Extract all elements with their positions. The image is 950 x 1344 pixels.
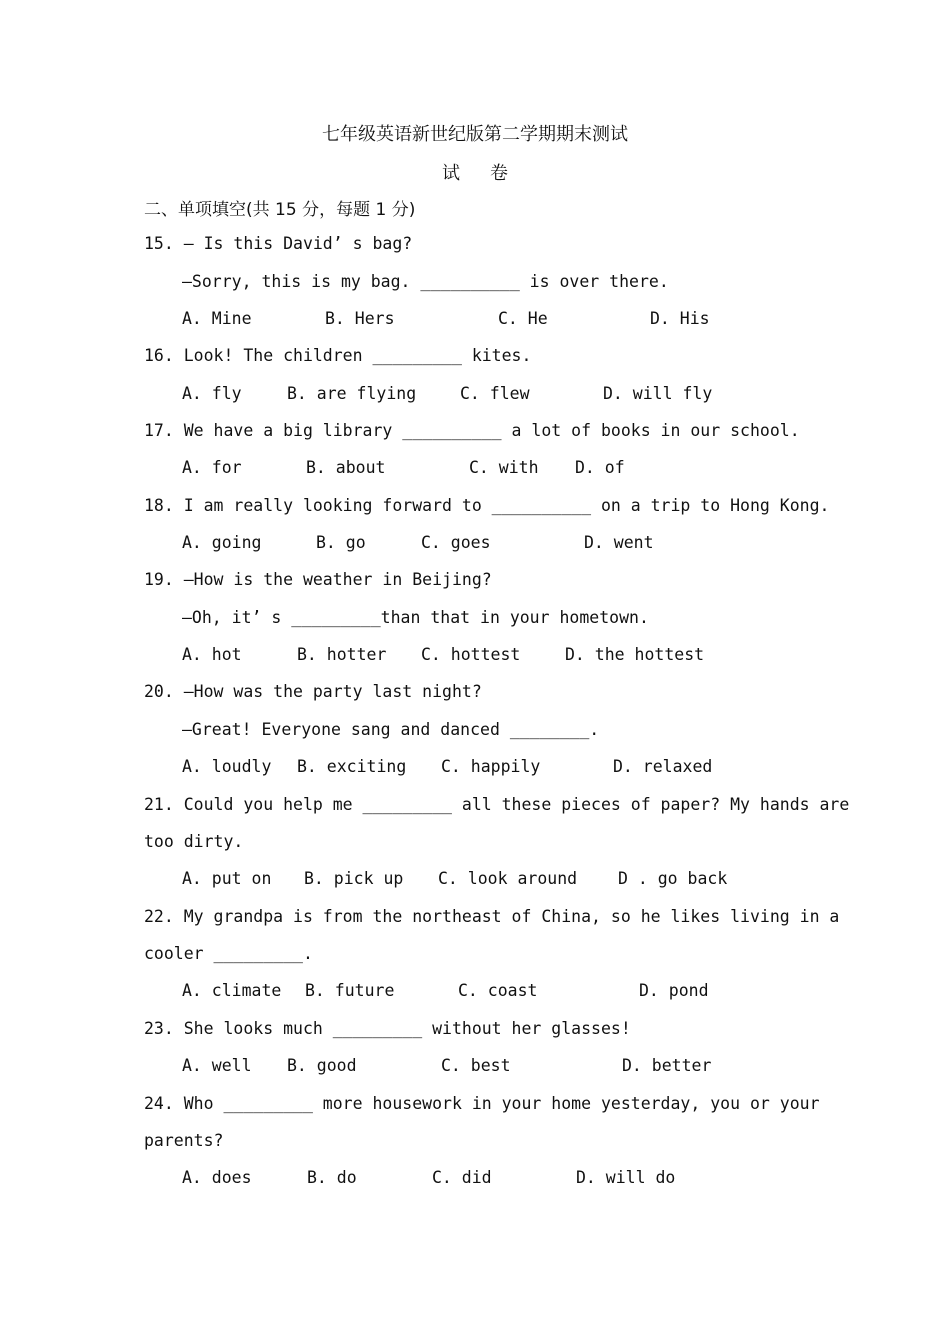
question-stem: 23. She looks much _________ without her glasses!: [144, 1019, 631, 1038]
option-c: C. goes: [421, 533, 491, 552]
option-a: A. climate: [182, 981, 282, 1000]
option-a: A. hot: [182, 645, 242, 664]
option-a: A. going: [182, 533, 262, 552]
question-stem: 20. —How was the party last night?: [144, 682, 482, 701]
question-stem: 19. —How is the weather in Beijing?: [144, 570, 492, 589]
question-stem: 24. Who _________ more housework in your home yesterday, you or your: [144, 1094, 820, 1113]
option-d: D. relaxed: [613, 757, 713, 776]
option-a: A. well: [182, 1056, 252, 1075]
option-a: A. fly: [182, 384, 242, 403]
option-a: A. does: [182, 1168, 252, 1187]
option-d: D. pond: [639, 981, 709, 1000]
option-c: C. did: [432, 1168, 492, 1187]
option-a: A. loudly: [182, 757, 272, 776]
question-stem-reply: —Sorry, this is my bag. __________ is over there.: [182, 272, 669, 291]
question-stem-reply: —Oh, it’ s _________than that in your hometown.: [182, 608, 649, 627]
option-c: C. best: [441, 1056, 511, 1075]
question-stem: 18. I am really looking forward to __________ on a trip to Hong Kong.: [144, 496, 830, 515]
option-b: B. pick up: [304, 869, 404, 888]
question-stem: 15. — Is this David’ s bag?: [144, 234, 413, 253]
question-stem-continued: too dirty.: [144, 832, 244, 851]
option-d: D. His: [650, 309, 710, 328]
option-d: D. went: [584, 533, 654, 552]
option-c: C. flew: [460, 384, 530, 403]
option-c: C. with: [469, 458, 539, 477]
question-stem: 21. Could you help me _________ all these pieces of paper? My hands are: [144, 795, 850, 814]
option-a: A. for: [182, 458, 242, 477]
page-subtitle: 试卷: [442, 163, 538, 184]
question-stem: 22. My grandpa is from the northeast of China, so he likes living in a: [144, 907, 840, 926]
option-b: B. are flying: [287, 384, 417, 403]
question-stem-reply: —Great! Everyone sang and danced ________.: [182, 720, 600, 739]
option-b: B. good: [287, 1056, 357, 1075]
question-stem-continued: cooler _________.: [144, 944, 313, 963]
option-b: B. Hers: [325, 309, 395, 328]
option-c: C. coast: [458, 981, 538, 1000]
option-d: D. will do: [576, 1168, 676, 1187]
option-b: B. future: [305, 981, 395, 1000]
option-b: B. about: [306, 458, 386, 477]
option-d: D . go back: [618, 869, 728, 888]
question-stem-continued: parents?: [144, 1131, 224, 1150]
option-d: D. will fly: [603, 384, 713, 403]
option-b: B. go: [316, 533, 366, 552]
option-a: A. Mine: [182, 309, 252, 328]
option-d: D. of: [575, 458, 625, 477]
option-c: C. hottest: [421, 645, 521, 664]
option-a: A. put on: [182, 869, 272, 888]
option-b: B. hotter: [297, 645, 387, 664]
option-d: D. the hottest: [565, 645, 705, 664]
option-c: C. look around: [438, 869, 578, 888]
option-b: B. do: [307, 1168, 357, 1187]
option-c: C. happily: [441, 757, 541, 776]
option-c: C. He: [498, 309, 548, 328]
option-d: D. better: [622, 1056, 712, 1075]
page-title: 七年级英语新世纪版第二学期期末测试: [322, 124, 628, 145]
question-stem: 17. We have a big library __________ a lot of books in our school.: [144, 421, 800, 440]
question-stem: 16. Look! The children _________ kites.: [144, 346, 532, 365]
option-b: B. exciting: [297, 757, 407, 776]
section-heading: 二、单项填空(共 15 分，每题 1 分): [144, 200, 416, 220]
